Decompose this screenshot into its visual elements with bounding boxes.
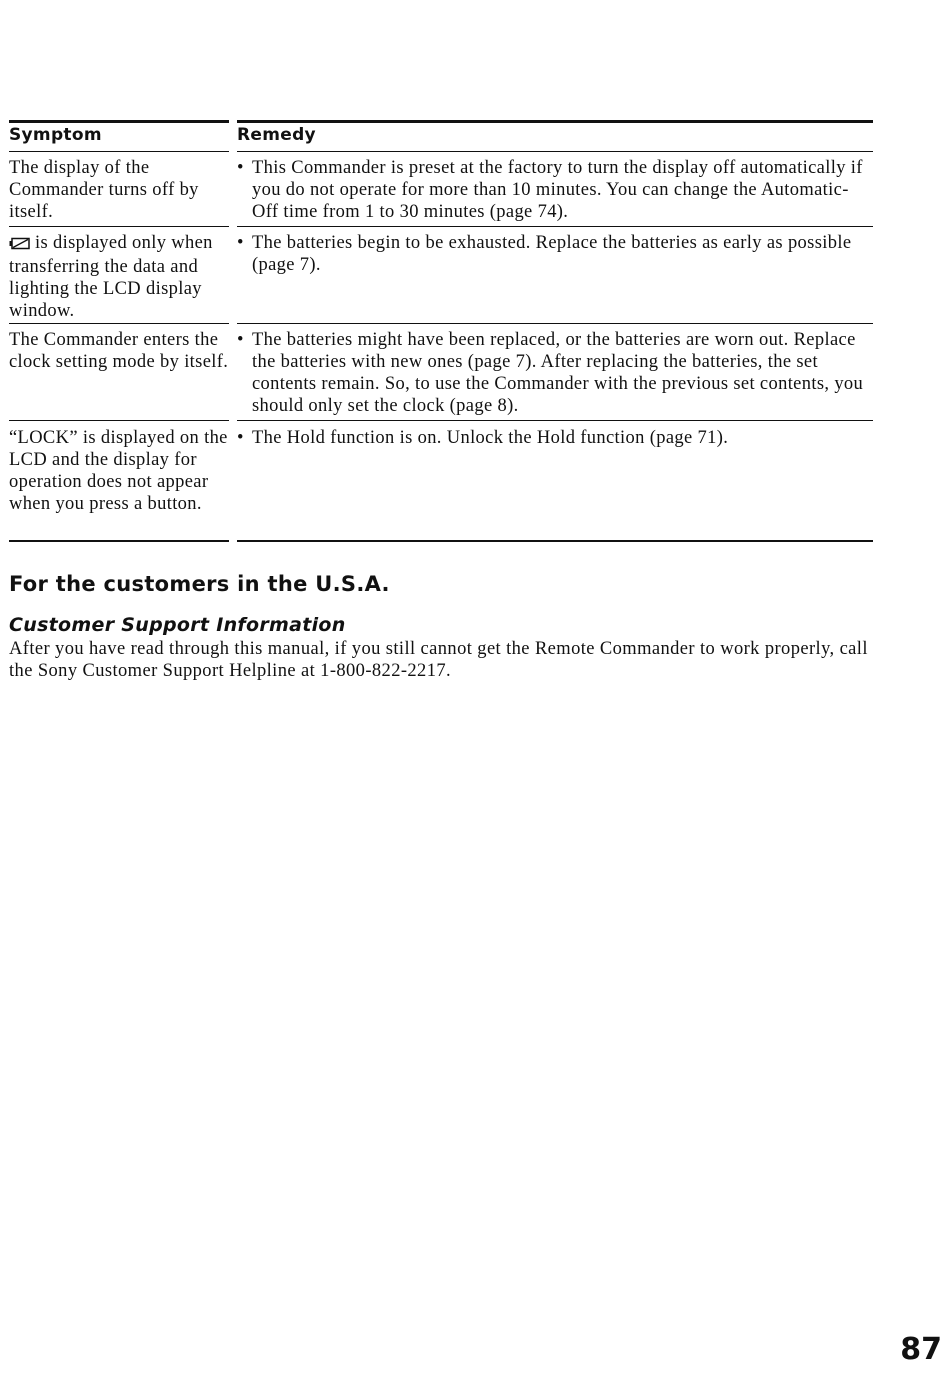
row2-symptom-text: is displayed only when transferring the data and lighting the LCD display window.	[9, 233, 213, 321]
section-title: For the customers in the U.S.A.	[9, 572, 390, 596]
row1-remedy-text: This Commander is preset at the factory to turn the display off automatically if you do not operate for more than 10 minutes. You can change the Automatic-Off time from 1 to 30 minutes (page 74).	[252, 158, 863, 222]
section-subtitle: Customer Support Information	[9, 614, 346, 636]
row1-remedy	[237, 157, 873, 223]
row1-rule	[9, 226, 229, 227]
table-top-rule	[9, 120, 229, 123]
row2-rule-remedy	[237, 323, 873, 324]
table-top-rule-remedy	[237, 120, 873, 123]
row4-symptom: “LOCK” is displayed on the LCD and the display for operation does not appear when you press a button.	[9, 428, 228, 514]
battery-low-icon	[9, 234, 31, 256]
row2-symptom	[9, 232, 229, 322]
row2-rule	[9, 323, 229, 324]
row4-remedy	[237, 427, 873, 449]
row3-symptom: The Commander enters the clock setting mode by itself.	[9, 330, 229, 372]
bullet: •	[237, 428, 244, 448]
row3-rule-remedy	[237, 420, 873, 421]
row2-remedy-text: The batteries begin to be exhausted. Replace the batteries as early as possible (page 7).	[252, 233, 852, 275]
bullet: •	[237, 330, 244, 350]
support-paragraph: After you have read through this manual, if you still cannot get the Remote Commander to work properly, call the Sony Customer Support Helpline at 1-800-822-2217.	[9, 639, 868, 681]
bullet: •	[237, 233, 244, 253]
row3-remedy-text: The batteries might have been replaced, or the batteries are worn out. Replace the batteries with new ones (page 7). After replacing the batteries, the set contents remain. So, to use the Commander with the previous set contents, you should only set the clock (page 8).	[252, 330, 864, 416]
row4-remedy-text: The Hold function is on. Unlock the Hold function (page 71).	[252, 428, 729, 448]
header-rule-remedy	[237, 151, 873, 152]
bullet: •	[237, 158, 244, 178]
row3-rule	[9, 420, 229, 421]
header-rule	[9, 151, 229, 152]
row3-remedy	[237, 329, 873, 417]
header-symptom: Symptom	[9, 125, 102, 145]
table-bottom-rule	[9, 540, 229, 542]
page-number: 87	[900, 1332, 942, 1367]
header-remedy: Remedy	[237, 125, 316, 145]
row2-remedy	[237, 232, 873, 276]
row1-symptom: The display of the Commander turns off by itself.	[9, 158, 199, 222]
row1-rule-remedy	[237, 226, 873, 227]
table-bottom-rule-remedy	[237, 540, 873, 542]
